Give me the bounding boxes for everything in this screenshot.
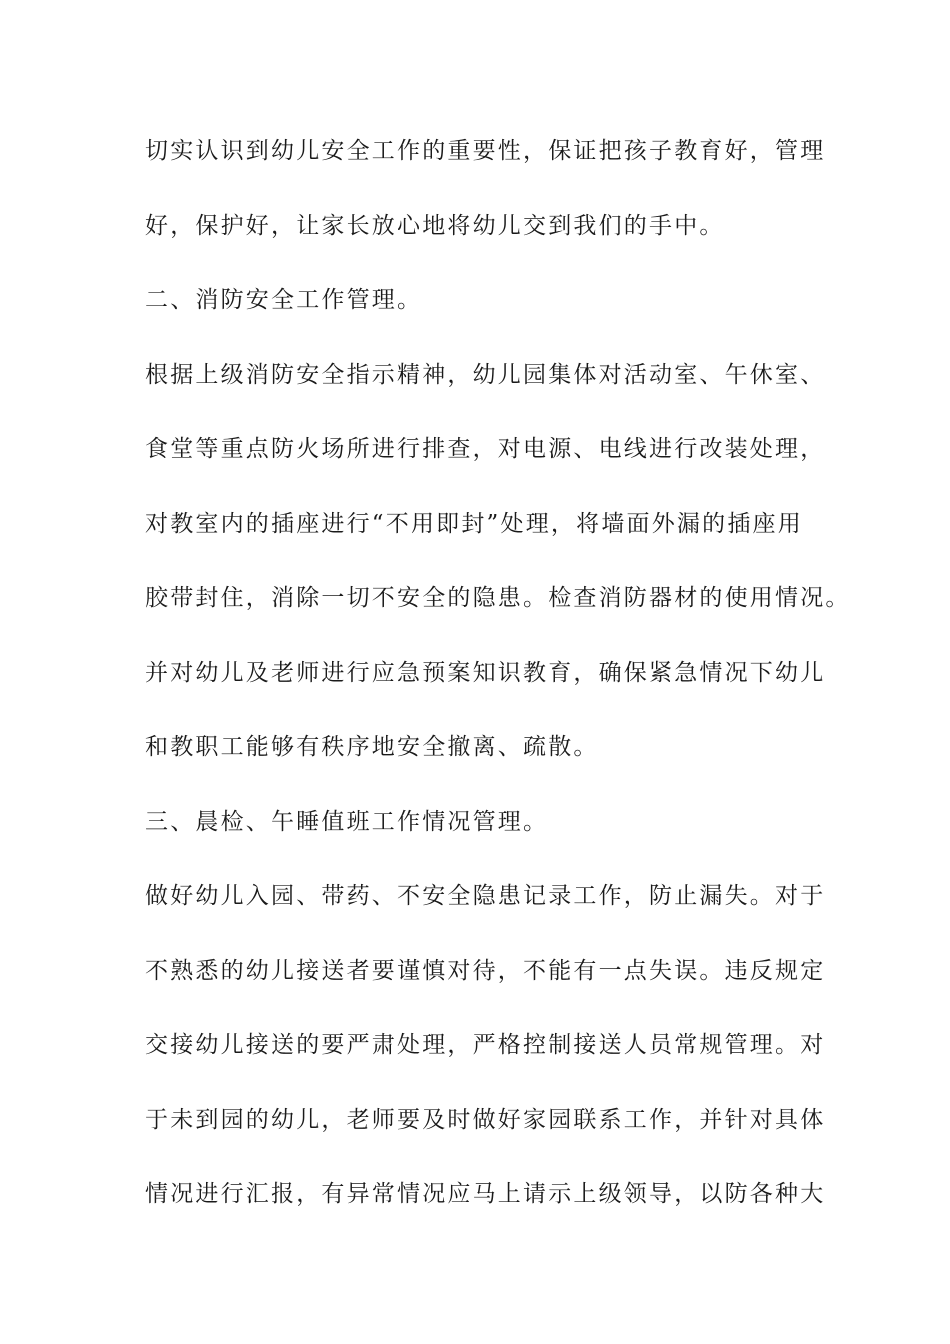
section-heading-morning-check: 三、晨检、午睡值班工作情况管理。 [145, 808, 549, 835]
text-line-5: 食堂等重点防火场所进行排查，对电源、电线进行改装处理， [145, 436, 826, 462]
text-line-2: 好，保护好，让家长放心地将幼儿交到我们的手中。 [145, 212, 725, 239]
text-line-1: 切实认识到幼儿安全工作的重要性，保证把孩子教育好，管理 [145, 138, 826, 164]
text-line-12: 不熟悉的幼儿接送者要谨慎对待，不能有一点失误。违反规定 [145, 957, 826, 984]
section-heading-fire-safety: 二、消防安全工作管理。 [145, 287, 423, 313]
text-line-11: 做好幼儿入园、带药、不安全隐患记录工作，防止漏失。对于 [145, 883, 826, 909]
document-body [145, 128, 851, 1246]
text-line-4: 根据上级消防安全指示精神，幼儿园集体对活动室、午休室、 [145, 361, 826, 388]
text-line-15: 情况进行汇报，有异常情况应马上请示上级领导，以防各种大 [145, 1181, 826, 1207]
text-line-13: 交接幼儿接送的要严肃处理，严格控制接送人员常规管理。对 [145, 1032, 826, 1058]
text-line-9: 和教职工能够有秩序地安全撤离、疏散。 [145, 734, 599, 760]
text-line-6: 对教室内的插座进行“不用即封”处理，将墙面外漏的插座用 [145, 510, 803, 537]
text-line-8: 并对幼儿及老师进行应急预案知识教育，确保紧急情况下幼儿 [145, 659, 826, 686]
text-line-7: 胶带封住，消除一切不安全的隐患。检查消防器材的使用情况。 [145, 585, 851, 611]
text-line-14: 于未到园的幼儿，老师要及时做好家园联系工作，并针对具体 [145, 1106, 826, 1133]
